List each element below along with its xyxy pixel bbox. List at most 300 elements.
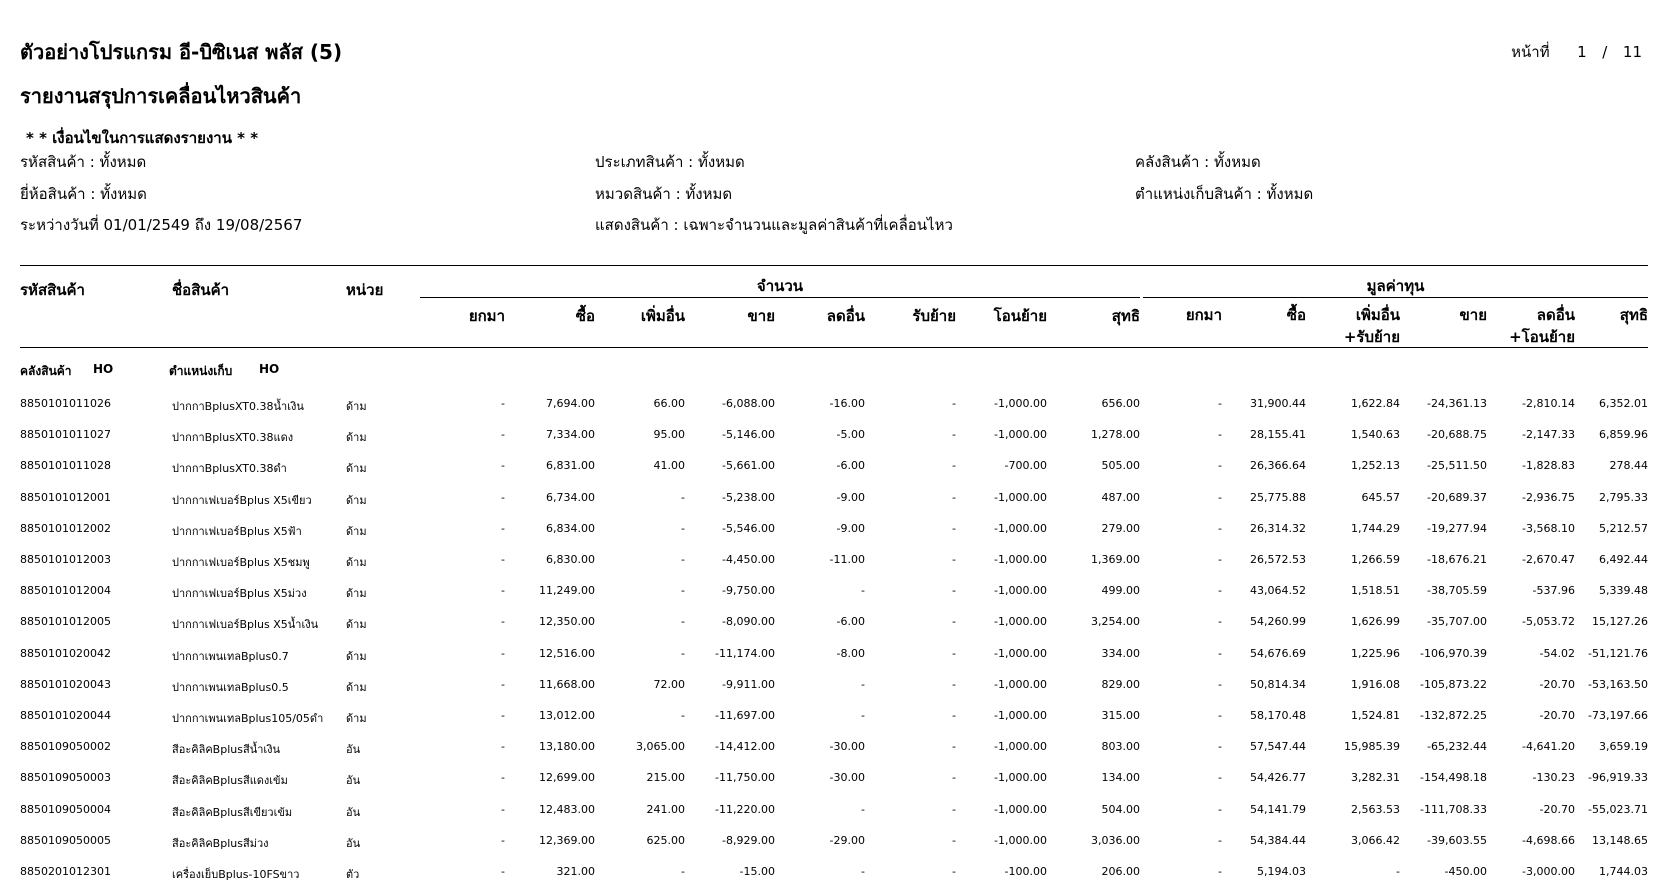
cell-qty-reduce-other: -16.00 (829, 397, 865, 410)
cell-qty-brought-forward: - (501, 833, 505, 847)
cell-cost-add-other: 1,225.96 (1351, 646, 1400, 660)
cell-product-name: ปากกาเฟเบอร์Bplus X5ม่วง (172, 587, 307, 601)
cell-unit: อัน (346, 743, 361, 757)
cell-qty-sale: -6,088.00 (722, 397, 775, 410)
cell-qty-brought-forward: - (501, 677, 505, 691)
cell-qty-sale: -8,090.00 (722, 615, 775, 629)
cell-qty-reduce-other: -9.00 (836, 490, 865, 504)
cell-unit: ด้าม (346, 680, 367, 694)
cell-product-name: ปากกาเพนเทลBplus0.5 (172, 680, 289, 694)
criteria-warehouse: คลังสินค้า : ทั้งหมด (1135, 153, 1261, 171)
cell-product-name: ปากกาBplusXT0.38ดำ (172, 462, 287, 476)
cell-qty-reduce-other: -11.00 (829, 553, 865, 566)
cell-qty-sale: -5,146.00 (722, 428, 775, 442)
cell-qty-reduce-other: -6.00 (836, 615, 865, 629)
cell-cost-net: -53,163.50 (1588, 677, 1648, 691)
cell-unit: ด้าม (346, 524, 367, 538)
cell-cost-brought-forward: - (1218, 646, 1222, 660)
cell-cost-reduce-other: -20.70 (1539, 709, 1575, 722)
page-current: 1 (1577, 43, 1587, 61)
cell-cost-purchase: 54,260.99 (1250, 615, 1306, 629)
cell-qty-transfer-out: -1,000.00 (994, 740, 1047, 754)
cell-qty-transfer-in: - (952, 584, 956, 598)
cell-qty-sale: -5,238.00 (722, 490, 775, 504)
cell-cost-brought-forward: - (1218, 615, 1222, 629)
group-location-label: ตำแหน่งเก็บ (169, 364, 233, 378)
qty-col-add-other-header: เพิ่มอื่น (640, 307, 685, 325)
group-warehouse-label: คลังสินค้า (20, 364, 72, 378)
cell-cost-sale: -35,707.00 (1427, 615, 1487, 629)
cell-cost-net: 6,492.44 (1599, 553, 1648, 566)
cell-product-code: 8850101012003 (20, 553, 111, 566)
cell-qty-transfer-out: -1,000.00 (994, 646, 1047, 660)
cell-cost-add-other: - (1396, 865, 1400, 878)
cell-qty-add-other: - (681, 490, 685, 504)
cell-cost-brought-forward: - (1218, 677, 1222, 691)
cell-qty-add-other: - (681, 584, 685, 598)
criteria-show: แสดงสินค้า : เฉพาะจำนวนและมูลค่าสินค้าที่เคลื่อนไหว (595, 216, 953, 234)
cell-cost-reduce-other: -2,147.33 (1522, 428, 1575, 442)
cell-product-code: 8850109050002 (20, 740, 111, 754)
cell-product-name: ปากกาเฟเบอร์Bplus X5ชมพู (172, 556, 310, 569)
cell-qty-transfer-in: - (952, 709, 956, 722)
cell-cost-reduce-other: -4,641.20 (1522, 740, 1575, 754)
cell-cost-sale: -106,970.39 (1420, 646, 1487, 660)
cell-qty-transfer-out: -1,000.00 (994, 833, 1047, 847)
cell-cost-net: 15,127.26 (1592, 615, 1648, 629)
cell-qty-purchase: 6,834.00 (546, 521, 595, 535)
table-row (0, 459, 1670, 479)
cell-qty-transfer-in: - (952, 459, 956, 473)
cell-qty-add-other: 72.00 (653, 677, 685, 691)
page-label: หน้าที่ (1511, 43, 1550, 61)
cell-product-code: 8850101012005 (20, 615, 111, 629)
qty-group-header: จำนวน (756, 277, 804, 295)
cell-qty-transfer-out: -1,000.00 (994, 428, 1047, 442)
cell-product-code: 8850101011028 (20, 459, 111, 473)
cell-cost-brought-forward: - (1218, 428, 1222, 442)
table-row (0, 803, 1670, 823)
cell-cost-sale: -25,511.50 (1427, 459, 1487, 473)
cell-qty-transfer-in: - (952, 646, 956, 660)
criteria-product-code: รหัสสินค้า : ทั้งหมด (20, 153, 147, 171)
cell-qty-brought-forward: - (501, 771, 505, 785)
cell-cost-reduce-other: -2,670.47 (1522, 553, 1575, 566)
cell-qty-reduce-other: -9.00 (836, 521, 865, 535)
table-row (0, 834, 1670, 854)
cell-cost-purchase: 54,426.77 (1250, 771, 1306, 785)
cost-col-purchase-header: ซื้อ (1286, 306, 1306, 324)
cell-cost-add-other: 1,916.08 (1351, 677, 1400, 691)
cell-unit: ด้าม (346, 712, 367, 725)
cell-unit: อัน (346, 774, 361, 788)
qty-col-sale-header: ขาย (747, 307, 775, 325)
cost-col-brought-forward-header: ยกมา (1185, 306, 1222, 324)
cell-cost-brought-forward: - (1218, 490, 1222, 504)
cell-cost-net: -51,121.76 (1588, 646, 1648, 660)
cell-cost-sale: -132,872.25 (1420, 709, 1487, 722)
page-separator: / (1602, 43, 1608, 61)
cell-cost-purchase: 31,900.44 (1250, 397, 1306, 410)
cell-product-name: สีอะคิลิคBplusสีแดงเข้ม (172, 774, 288, 788)
cell-qty-net: 656.00 (1101, 397, 1140, 410)
cell-cost-brought-forward: - (1218, 397, 1222, 410)
cell-product-code: 8850101012002 (20, 521, 111, 535)
group-warehouse-value: HO (93, 362, 114, 376)
qty-col-reduce-other-header: ลดอื่น (826, 307, 865, 325)
cell-cost-add-other: 1,622.84 (1351, 397, 1400, 410)
cell-product-name: สีอะคิลิคBplusสีน้ำเงิน (172, 743, 281, 757)
cell-qty-transfer-out: -1,000.00 (994, 709, 1047, 722)
cell-qty-transfer-out: -100.00 (1004, 865, 1047, 878)
cell-qty-brought-forward: - (501, 740, 505, 754)
cell-cost-net: -96,919.33 (1588, 771, 1648, 785)
col-code-header: รหัสสินค้า (20, 281, 85, 299)
cell-product-name: ปากกาเฟเบอร์Bplus X5น้ำเงิน (172, 618, 319, 632)
cell-qty-sale: -14,412.00 (715, 740, 775, 754)
cell-unit: ด้าม (346, 431, 367, 445)
cell-qty-brought-forward: - (501, 646, 505, 660)
cell-qty-sale: -5,661.00 (722, 459, 775, 473)
cell-qty-sale: -11,697.00 (715, 709, 775, 722)
cell-cost-net: 278.44 (1609, 459, 1648, 473)
table-row (0, 740, 1670, 760)
cell-product-code: 8850101011026 (20, 397, 111, 410)
cell-qty-reduce-other: - (861, 709, 865, 722)
cell-cost-purchase: 58,170.48 (1250, 709, 1306, 722)
cell-unit: ด้าม (346, 493, 367, 507)
cell-qty-transfer-in: - (952, 615, 956, 629)
report-title: รายงานสรุปการเคลื่อนไหวสินค้า (20, 84, 302, 108)
cell-cost-brought-forward: - (1218, 802, 1222, 816)
table-row (0, 491, 1670, 511)
cell-cost-add-other: 1,744.29 (1351, 521, 1400, 535)
cell-product-name: เครื่องเย็บBplus-10FSขาว (172, 868, 300, 881)
cell-cost-purchase: 5,194.03 (1257, 865, 1306, 878)
cell-unit: ด้าม (346, 587, 367, 601)
cell-qty-transfer-in: - (952, 865, 956, 878)
cell-cost-add-other: 2,563.53 (1351, 802, 1400, 816)
cell-qty-transfer-out: -1,000.00 (994, 553, 1047, 566)
cell-cost-sale: -19,277.94 (1427, 521, 1487, 535)
cell-product-code: 8850201012301 (20, 865, 111, 878)
cell-unit: อัน (346, 805, 361, 819)
cell-qty-add-other: 41.00 (653, 459, 685, 473)
cell-product-code: 8850101020043 (20, 677, 111, 691)
cell-unit: ด้าม (346, 649, 367, 663)
cell-cost-reduce-other: -2,936.75 (1522, 490, 1575, 504)
cell-qty-net: 829.00 (1101, 677, 1140, 691)
cell-qty-purchase: 11,249.00 (539, 584, 595, 598)
cell-unit: ด้าม (346, 462, 367, 476)
group-location-value: HO (259, 362, 280, 376)
cell-qty-purchase: 321.00 (556, 865, 595, 878)
cell-cost-reduce-other: -3,000.00 (1522, 865, 1575, 878)
cell-cost-reduce-other: -20.70 (1539, 802, 1575, 816)
cell-qty-brought-forward: - (501, 865, 505, 878)
cell-cost-sale: -39,603.55 (1427, 833, 1487, 847)
cell-qty-add-other: - (681, 553, 685, 566)
cell-product-code: 8850101020044 (20, 709, 111, 722)
table-row (0, 771, 1670, 791)
cell-product-code: 8850101012004 (20, 584, 111, 598)
qty-col-net-header: สุทธิ (1111, 307, 1140, 325)
cell-qty-net: 315.00 (1101, 709, 1140, 722)
cell-qty-brought-forward: - (501, 490, 505, 504)
cell-qty-net: 134.00 (1101, 771, 1140, 785)
col-unit-header: หน่วย (346, 281, 384, 299)
criteria-brand: ยี่ห้อสินค้า : ทั้งหมด (20, 185, 147, 203)
cell-qty-sale: -4,450.00 (722, 553, 775, 566)
cell-qty-sale: -15.00 (739, 865, 775, 878)
cell-qty-transfer-out: -1,000.00 (994, 677, 1047, 691)
cell-cost-net: 6,859.96 (1599, 428, 1648, 442)
cell-qty-net: 505.00 (1101, 459, 1140, 473)
table-row (0, 678, 1670, 698)
cell-cost-reduce-other: -5,053.72 (1522, 615, 1575, 629)
cell-qty-purchase: 12,350.00 (539, 615, 595, 629)
cost-col-reduce-other-subheader: +โอนย้าย (1509, 328, 1575, 346)
cell-qty-reduce-other: - (861, 865, 865, 878)
cell-cost-purchase: 54,384.44 (1250, 833, 1306, 847)
cell-cost-add-other: 1,252.13 (1351, 459, 1400, 473)
cell-qty-add-other: 241.00 (646, 802, 685, 816)
cell-cost-reduce-other: -3,568.10 (1522, 521, 1575, 535)
cell-qty-sale: -11,220.00 (715, 802, 775, 816)
cell-cost-purchase: 54,676.69 (1250, 646, 1306, 660)
criteria-date-range: ระหว่างวันที่ 01/01/2549 ถึง 19/08/2567 (20, 216, 303, 234)
cell-cost-add-other: 1,540.63 (1351, 428, 1400, 442)
cell-cost-purchase: 26,314.32 (1250, 521, 1306, 535)
cell-cost-brought-forward: - (1218, 740, 1222, 754)
cell-cost-purchase: 26,572.53 (1250, 553, 1306, 566)
cell-qty-brought-forward: - (501, 521, 505, 535)
qty-col-transfer-out-header: โอนย้าย (993, 307, 1047, 325)
cell-qty-purchase: 13,180.00 (539, 740, 595, 754)
cell-cost-sale: -18,676.21 (1427, 553, 1487, 566)
cell-qty-transfer-out: -1,000.00 (994, 802, 1047, 816)
cell-cost-sale: -24,361.13 (1427, 397, 1487, 410)
cell-qty-reduce-other: -5.00 (836, 428, 865, 442)
cell-qty-transfer-in: - (952, 677, 956, 691)
cell-qty-add-other: 3,065.00 (636, 740, 685, 754)
cell-cost-add-other: 3,066.42 (1351, 833, 1400, 847)
cell-cost-purchase: 28,155.41 (1250, 428, 1306, 442)
cell-qty-transfer-in: - (952, 397, 956, 410)
table-row (0, 522, 1670, 542)
table-row (0, 865, 1670, 885)
cell-qty-sale: -9,911.00 (722, 677, 775, 691)
cell-qty-net: 206.00 (1101, 865, 1140, 878)
cell-product-name: ปากกาเฟเบอร์Bplus X5ฟ้า (172, 524, 302, 538)
cell-qty-purchase: 12,516.00 (539, 646, 595, 660)
cell-product-name: สีอะคิลิคBplusสีม่วง (172, 836, 269, 850)
table-row (0, 397, 1670, 417)
cell-qty-purchase: 6,831.00 (546, 459, 595, 473)
qty-col-transfer-in-header: รับย้าย (912, 307, 956, 325)
table-row (0, 553, 1670, 573)
conditions-heading: * * เงื่อนไขในการแสดงรายงาน * * (26, 129, 259, 147)
cell-qty-add-other: - (681, 521, 685, 535)
cell-qty-brought-forward: - (501, 428, 505, 442)
cell-qty-net: 803.00 (1101, 740, 1140, 754)
cell-cost-sale: -154,498.18 (1420, 771, 1487, 785)
cell-qty-brought-forward: - (501, 459, 505, 473)
cell-qty-transfer-out: -1,000.00 (994, 615, 1047, 629)
cell-qty-brought-forward: - (501, 553, 505, 566)
cell-cost-net: -55,023.71 (1588, 802, 1648, 816)
cell-qty-net: 334.00 (1101, 646, 1140, 660)
cell-cost-reduce-other: -2,810.14 (1522, 397, 1575, 410)
cell-product-name: ปากกาBplusXT0.38แดง (172, 431, 294, 445)
table-row (0, 428, 1670, 448)
cell-qty-transfer-out: -1,000.00 (994, 771, 1047, 785)
cell-cost-sale: -450.00 (1444, 865, 1487, 878)
cell-qty-net: 279.00 (1101, 521, 1140, 535)
cell-qty-sale: -5,546.00 (722, 521, 775, 535)
cost-col-net-header: สุทธิ (1619, 306, 1648, 324)
cell-qty-purchase: 13,012.00 (539, 709, 595, 722)
cell-qty-transfer-in: - (952, 490, 956, 504)
cell-cost-purchase: 43,064.52 (1250, 584, 1306, 598)
cell-cost-purchase: 54,141.79 (1250, 802, 1306, 816)
cell-unit: ด้าม (346, 400, 367, 413)
cell-qty-add-other: - (681, 865, 685, 878)
cell-qty-transfer-in: - (952, 833, 956, 847)
cell-qty-purchase: 12,483.00 (539, 802, 595, 816)
cell-cost-sale: -65,232.44 (1427, 740, 1487, 754)
cell-cost-purchase: 26,366.64 (1250, 459, 1306, 473)
cell-qty-purchase: 11,668.00 (539, 677, 595, 691)
cell-qty-reduce-other: - (861, 802, 865, 816)
cell-cost-net: 2,795.33 (1599, 490, 1648, 504)
cell-cost-brought-forward: - (1218, 553, 1222, 566)
company-name: ตัวอย่างโปรแกรม อี-บิซิเนส พลัส (5) (20, 40, 343, 64)
cell-cost-add-other: 1,524.81 (1351, 709, 1400, 722)
cell-qty-purchase: 6,830.00 (546, 553, 595, 566)
header-bottom-rule (20, 347, 1648, 348)
cell-qty-transfer-out: -700.00 (1004, 459, 1047, 473)
cell-qty-purchase: 7,694.00 (546, 397, 595, 410)
cell-cost-add-other: 645.57 (1361, 490, 1400, 504)
cell-qty-purchase: 12,369.00 (539, 833, 595, 847)
cell-product-name: ปากกาเพนเทลBplus0.7 (172, 649, 289, 663)
cell-cost-reduce-other: -130.23 (1532, 771, 1575, 785)
cell-cost-net: -73,197.66 (1588, 709, 1648, 722)
cell-cost-net: 5,339.48 (1599, 584, 1648, 598)
cell-qty-reduce-other: -30.00 (829, 740, 865, 754)
cell-qty-transfer-out: -1,000.00 (994, 397, 1047, 410)
cell-qty-transfer-in: - (952, 521, 956, 535)
cell-qty-reduce-other: - (861, 677, 865, 691)
cell-unit: ด้าม (346, 556, 367, 569)
cell-qty-add-other: 215.00 (646, 771, 685, 785)
cell-qty-purchase: 7,334.00 (546, 428, 595, 442)
cell-cost-sale: -20,689.37 (1427, 490, 1487, 504)
cell-cost-net: 5,212.57 (1599, 521, 1648, 535)
cell-qty-transfer-in: - (952, 740, 956, 754)
cost-col-sale-header: ขาย (1459, 306, 1487, 324)
cell-product-code: 8850101020042 (20, 646, 111, 660)
cell-cost-brought-forward: - (1218, 459, 1222, 473)
cell-cost-sale: -38,705.59 (1427, 584, 1487, 598)
cell-qty-net: 3,036.00 (1091, 833, 1140, 847)
criteria-category: หมวดสินค้า : ทั้งหมด (595, 185, 733, 203)
table-row (0, 584, 1670, 604)
header-top-rule (20, 265, 1648, 266)
criteria-product-type: ประเภทสินค้า : ทั้งหมด (595, 153, 745, 171)
cell-qty-net: 499.00 (1101, 584, 1140, 598)
cell-product-name: ปากกาเฟเบอร์Bplus X5เขียว (172, 493, 312, 507)
col-name-header: ชื่อสินค้า (172, 281, 230, 299)
cost-col-reduce-other-header: ลดอื่น +โอนย้าย (1485, 304, 1575, 348)
cell-qty-reduce-other: -8.00 (836, 646, 865, 660)
cell-cost-reduce-other: -537.96 (1532, 584, 1575, 598)
cell-qty-brought-forward: - (501, 802, 505, 816)
page-total: 11 (1622, 43, 1642, 61)
cell-cost-net: 3,659.19 (1599, 740, 1648, 754)
cell-qty-brought-forward: - (501, 615, 505, 629)
cell-cost-sale: -105,873.22 (1420, 677, 1487, 691)
cell-unit: อัน (346, 836, 361, 850)
cell-product-name: สีอะคิลิคBplusสีเขียวเข้ม (172, 805, 293, 819)
cell-unit: ด้าม (346, 618, 367, 632)
cell-cost-brought-forward: - (1218, 521, 1222, 535)
cell-cost-sale: -20,688.75 (1427, 428, 1487, 442)
cell-product-code: 8850109050004 (20, 802, 111, 816)
cell-qty-transfer-in: - (952, 802, 956, 816)
cost-col-add-other-header: เพิ่มอื่น +รับย้าย (1310, 304, 1400, 348)
cost-col-add-other-subheader: +รับย้าย (1343, 328, 1400, 346)
cell-product-name: ปากกาเพนเทลBplus105/05ดำ (172, 712, 324, 725)
cell-qty-transfer-in: - (952, 428, 956, 442)
cell-qty-net: 487.00 (1101, 490, 1140, 504)
cell-cost-add-other: 15,985.39 (1344, 740, 1400, 754)
cell-qty-transfer-out: -1,000.00 (994, 584, 1047, 598)
cell-qty-add-other: - (681, 615, 685, 629)
cell-qty-sale: -9,750.00 (722, 584, 775, 598)
cell-qty-add-other: 95.00 (653, 428, 685, 442)
cell-product-code: 8850109050003 (20, 771, 111, 785)
cell-cost-add-other: 1,518.51 (1351, 584, 1400, 598)
cell-qty-add-other: - (681, 709, 685, 722)
cell-qty-brought-forward: - (501, 584, 505, 598)
cell-cost-net: 1,744.03 (1599, 865, 1648, 878)
cell-qty-purchase: 12,699.00 (539, 771, 595, 785)
cell-cost-reduce-other: -54.02 (1539, 646, 1575, 660)
cell-cost-add-other: 1,626.99 (1351, 615, 1400, 629)
cell-cost-reduce-other: -20.70 (1539, 677, 1575, 691)
cell-cost-purchase: 25,775.88 (1250, 490, 1306, 504)
cell-product-code: 8850109050005 (20, 833, 111, 847)
cell-cost-add-other: 3,282.31 (1351, 771, 1400, 785)
cell-qty-transfer-out: -1,000.00 (994, 490, 1047, 504)
cell-cost-brought-forward: - (1218, 771, 1222, 785)
cell-qty-reduce-other: -30.00 (829, 771, 865, 785)
cell-cost-add-other: 1,266.59 (1351, 553, 1400, 566)
cell-product-name: ปากกาBplusXT0.38น้ำเงิน (172, 400, 304, 413)
cell-cost-brought-forward: - (1218, 865, 1222, 878)
cell-cost-sale: -111,708.33 (1420, 802, 1487, 816)
cost-group-header: มูลค่าทุน (1366, 277, 1425, 295)
qty-col-brought-forward-header: ยกมา (468, 307, 505, 325)
cell-cost-purchase: 57,547.44 (1250, 740, 1306, 754)
cell-qty-purchase: 6,734.00 (546, 490, 595, 504)
cell-qty-sale: -11,174.00 (715, 646, 775, 660)
cell-qty-brought-forward: - (501, 397, 505, 410)
cell-qty-net: 1,278.00 (1091, 428, 1140, 442)
cell-cost-brought-forward: - (1218, 709, 1222, 722)
